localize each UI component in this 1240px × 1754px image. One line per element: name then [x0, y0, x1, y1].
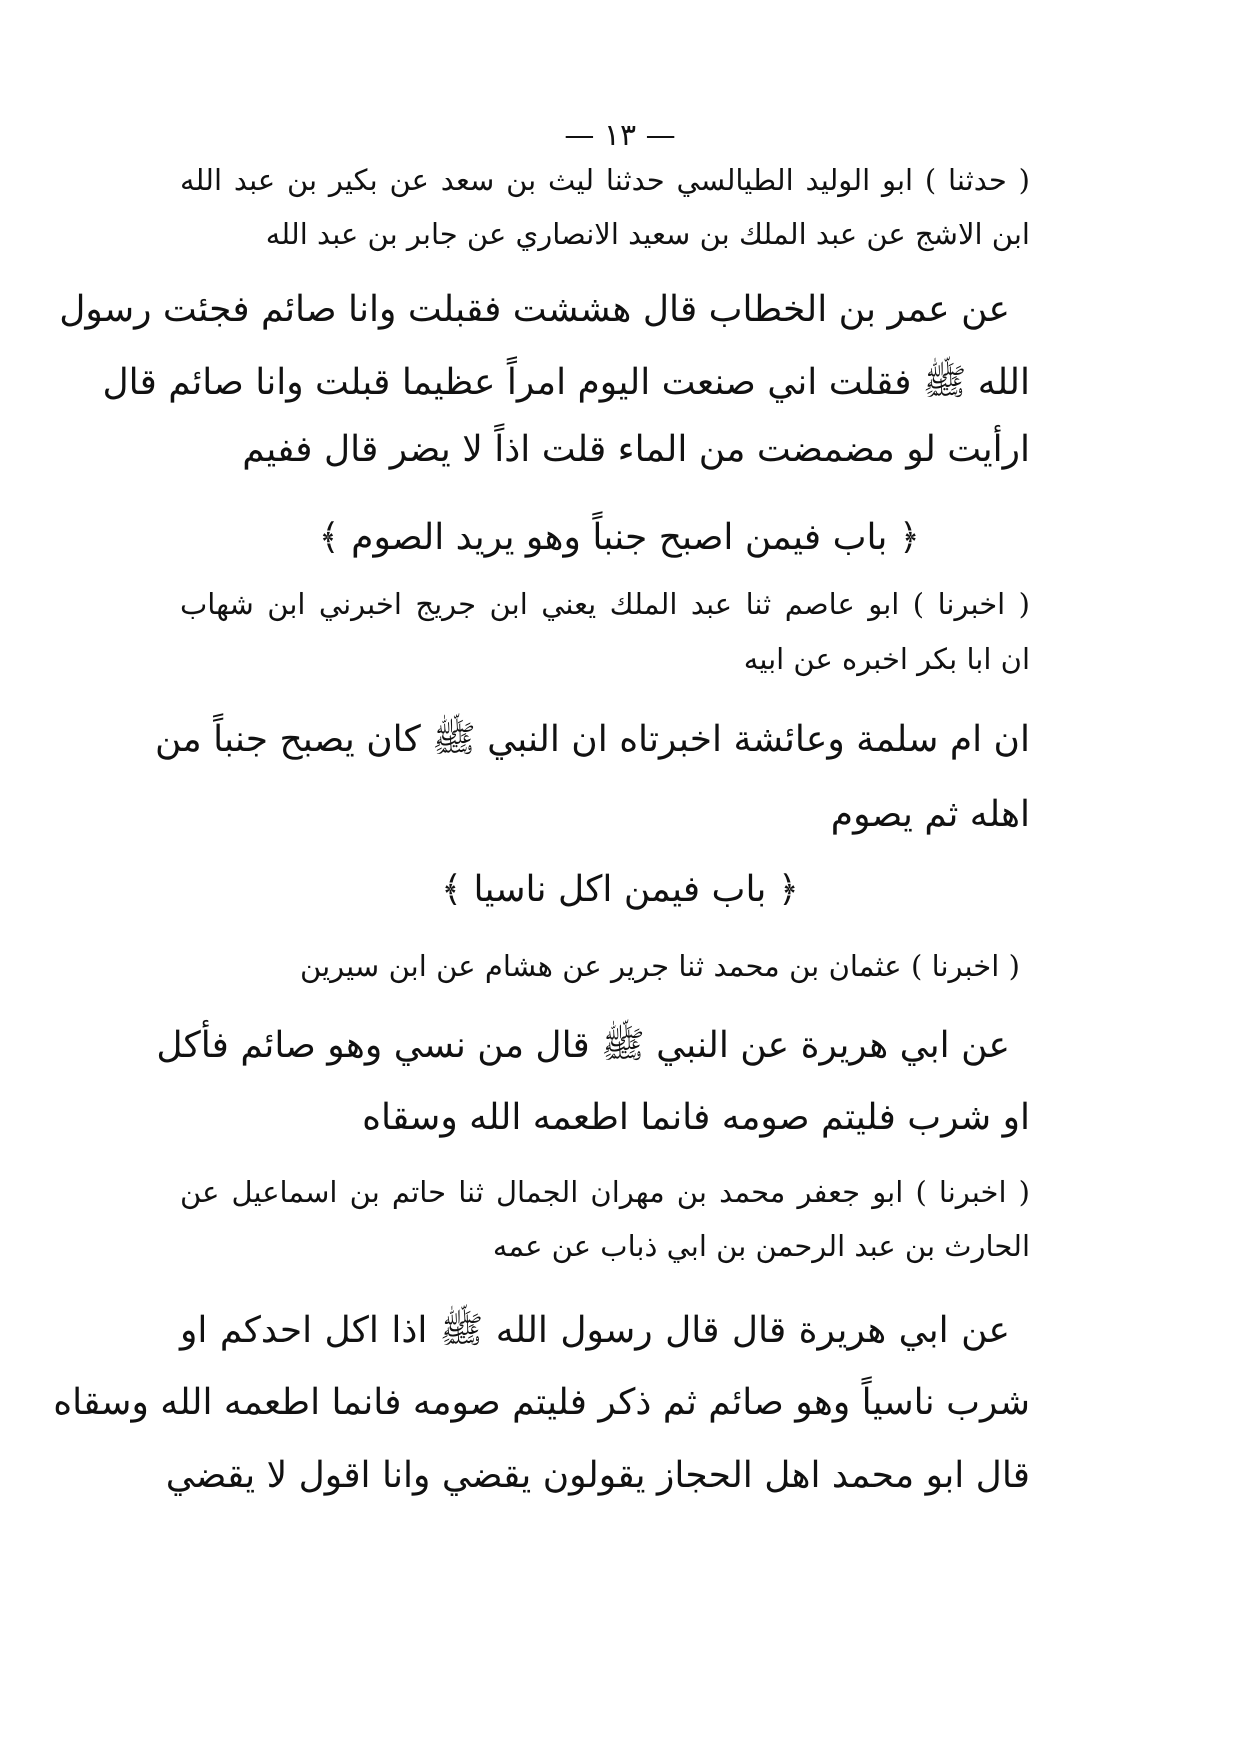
text-line: او شرب فليتم صومه فانما اطعمه الله وسقاه — [362, 1097, 1030, 1138]
chapter-heading: ﴿ باب فيمن اكل ناسيا ﴾ — [441, 869, 799, 910]
text-line: شرب ناسياً وهو صائم ثم ذكر فليتم صومه فانما اطعمه الله وسقاه — [53, 1382, 1030, 1423]
text-line: عن ابي هريرة قال قال رسول الله ﷺ اذا اكل احدكم او — [180, 1310, 1010, 1351]
text-line: ان ابا بكر اخبره عن ابيه — [743, 642, 1030, 676]
chapter-heading: ﴿ باب فيمن اصبح جنباً وهو يريد الصوم ﴾ — [318, 517, 920, 558]
text-line: اهله ثم يصوم — [830, 794, 1030, 835]
text-line: ان ام سلمة وعائشة اخبرتاه ان النبي ﷺ كان يصبح جنباً من — [154, 719, 1030, 760]
text-line: ( اخبرنا ) عثمان بن محمد ثنا جرير عن هشام عن ابن سيرين — [300, 949, 1020, 983]
text-line: الله ﷺ فقلت اني صنعت اليوم امراً عظيما قبلت وانا صائم قال — [102, 362, 1030, 403]
text-line: ارأيت لو مضمضت من الماء قلت اذاً لا يضر قال ففيم — [242, 429, 1030, 470]
text-line: الحارث بن عبد الرحمن بن ابي ذباب عن عمه — [492, 1229, 1030, 1263]
text-line: عن ابي هريرة عن النبي ﷺ قال من نسي وهو صائم فأكل — [156, 1025, 1010, 1066]
text-line: قال ابو محمد اهل الحجاز يقولون يقضي وانا اقول لا يقضي — [165, 1455, 1030, 1496]
text-line: ( حدثنا ) ابو الوليد الطيالسي حدثنا ليث بن سعد عن بكير بن عبد الله — [180, 163, 1030, 197]
text-line: ( اخبرنا ) ابو عاصم ثنا عبد الملك يعني ابن جريج اخبرني ابن شهاب — [180, 587, 1030, 621]
text-line: عن عمر بن الخطاب قال هششت فقبلت وانا صائم فجئت رسول — [59, 289, 1010, 330]
text-line: ابن الاشج عن عبد الملك بن سعيد الانصاري عن جابر بن عبد الله — [265, 217, 1030, 251]
page-number: — ١٣ — — [564, 118, 676, 153]
text-line: ( اخبرنا ) ابو جعفر محمد بن مهران الجمال ثنا حاتم بن اسماعيل عن — [180, 1175, 1030, 1209]
